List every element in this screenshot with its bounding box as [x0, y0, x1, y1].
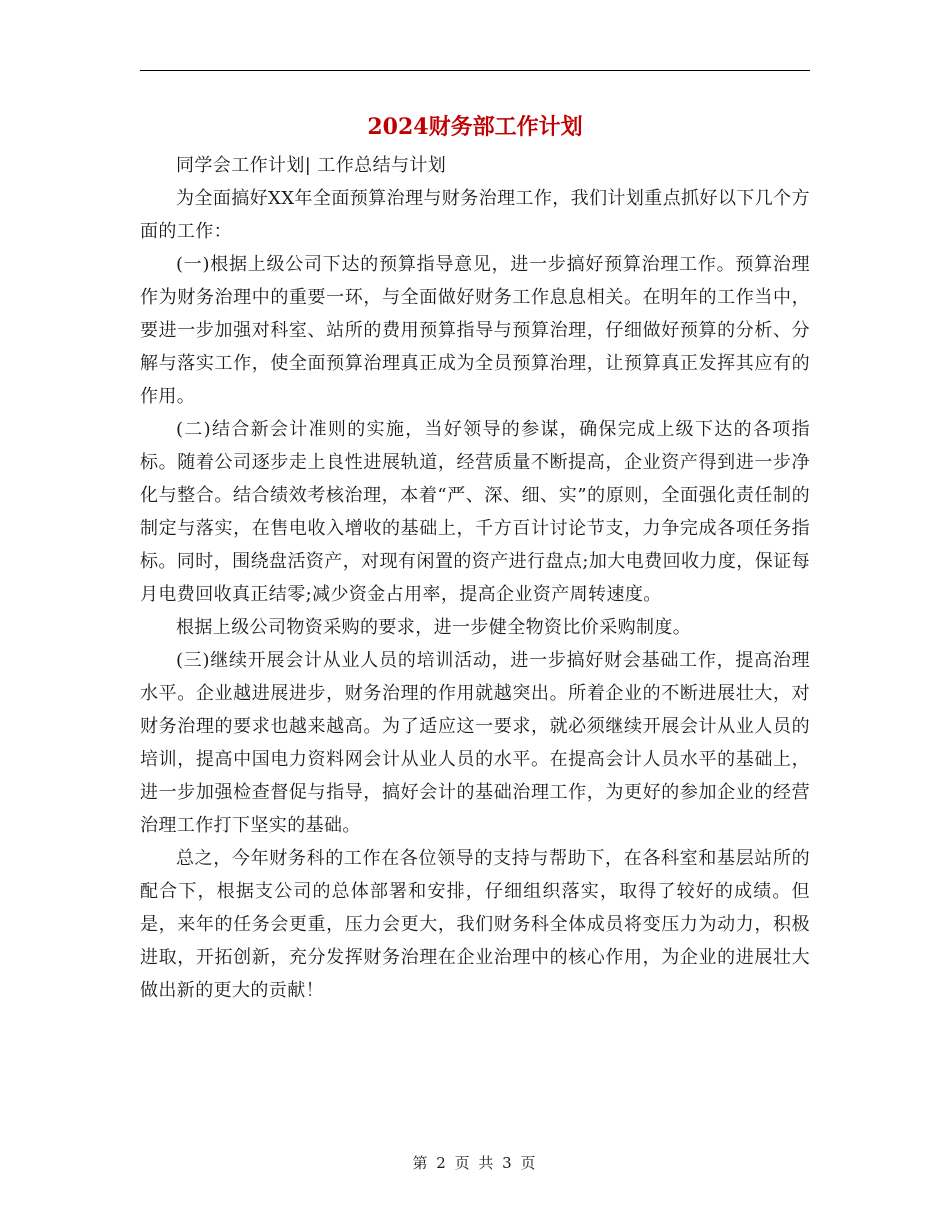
paragraph-subtitle: 同学会工作计划| 工作总结与计划 [176, 155, 447, 176]
paragraph-section-2: (二)结合新会计准则的实施，当好领导的参谋，确保完成上级下达的各项指标。随着公司逐步走上良性进展轨道，经营质量不断提高，企业资产得到进一步净化与整合。结合绩效考核治理，本着“严、深、细、实”的原则，全面强化责任制的制定与落实，在售电收入增收的基础上，千方百计讨论节支，力争完成各项任务指标。同时，围绕盘活资产，对现有闲置的资产进行盘点;加大电费回收力度，保证每月电费回收真正结零;减少资金占用率，提高企业资产周转速度。 [140, 419, 810, 605]
paragraph-intro: 为全面搞好XX年全面预算治理与财务治理工作，我们计划重点抓好以下几个方面的工作： [140, 188, 810, 242]
paragraph-conclusion: 总之，今年财务科的工作在各位领导的支持与帮助下，在各科室和基层站所的配合下，根据支公司的总体部署和安排，仔细组织落实，取得了较好的成绩。但是，来年的任务会更重，压力会更大，我们财务科全体成员将变压力为动力，积极进取，开拓创新，充分发挥财务治理在企业治理中的核心作用，为企业的进展壮大做出新的更大的贡献！ [140, 848, 810, 1001]
document-body [140, 149, 810, 1007]
header-rule [140, 70, 810, 71]
paragraph-procurement: 根据上级公司物资采购的要求，进一步健全物资比价采购制度。 [176, 617, 692, 638]
page-number-footer: 第 2 页 共 3 页 [412, 1154, 538, 1172]
paragraph-section-3: (三)继续开展会计从业人员的培训活动，进一步搞好财会基础工作，提高治理水平。企业越进展进步，财务治理的作用就越突出。所着企业的不断进展壮大，对财务治理的要求也越来越高。为了适应这一要求，就必须继续开展会计从业人员的培训，提高中国电力资料网会计从业人员的水平。在提高会计人员水平的基础上，进一步加强检查督促与指导，搞好会计的基础治理工作，为更好的参加企业的经营治理工作打下坚实的基础。 [140, 650, 810, 836]
paragraph-section-1: (一)根据上级公司下达的预算指导意见，进一步搞好预算治理工作。预算治理作为财务治理中的重要一环，与全面做好财务工作息息相关。在明年的工作当中，要进一步加强对科室、站所的费用预算指导与预算治理，仔细做好预算的分析、分解与落实工作，使全面预算治理真正成为全员预算治理，让预算真正发挥其应有的作用。 [140, 254, 810, 407]
page-title: 2024财务部工作计划 [367, 114, 583, 140]
